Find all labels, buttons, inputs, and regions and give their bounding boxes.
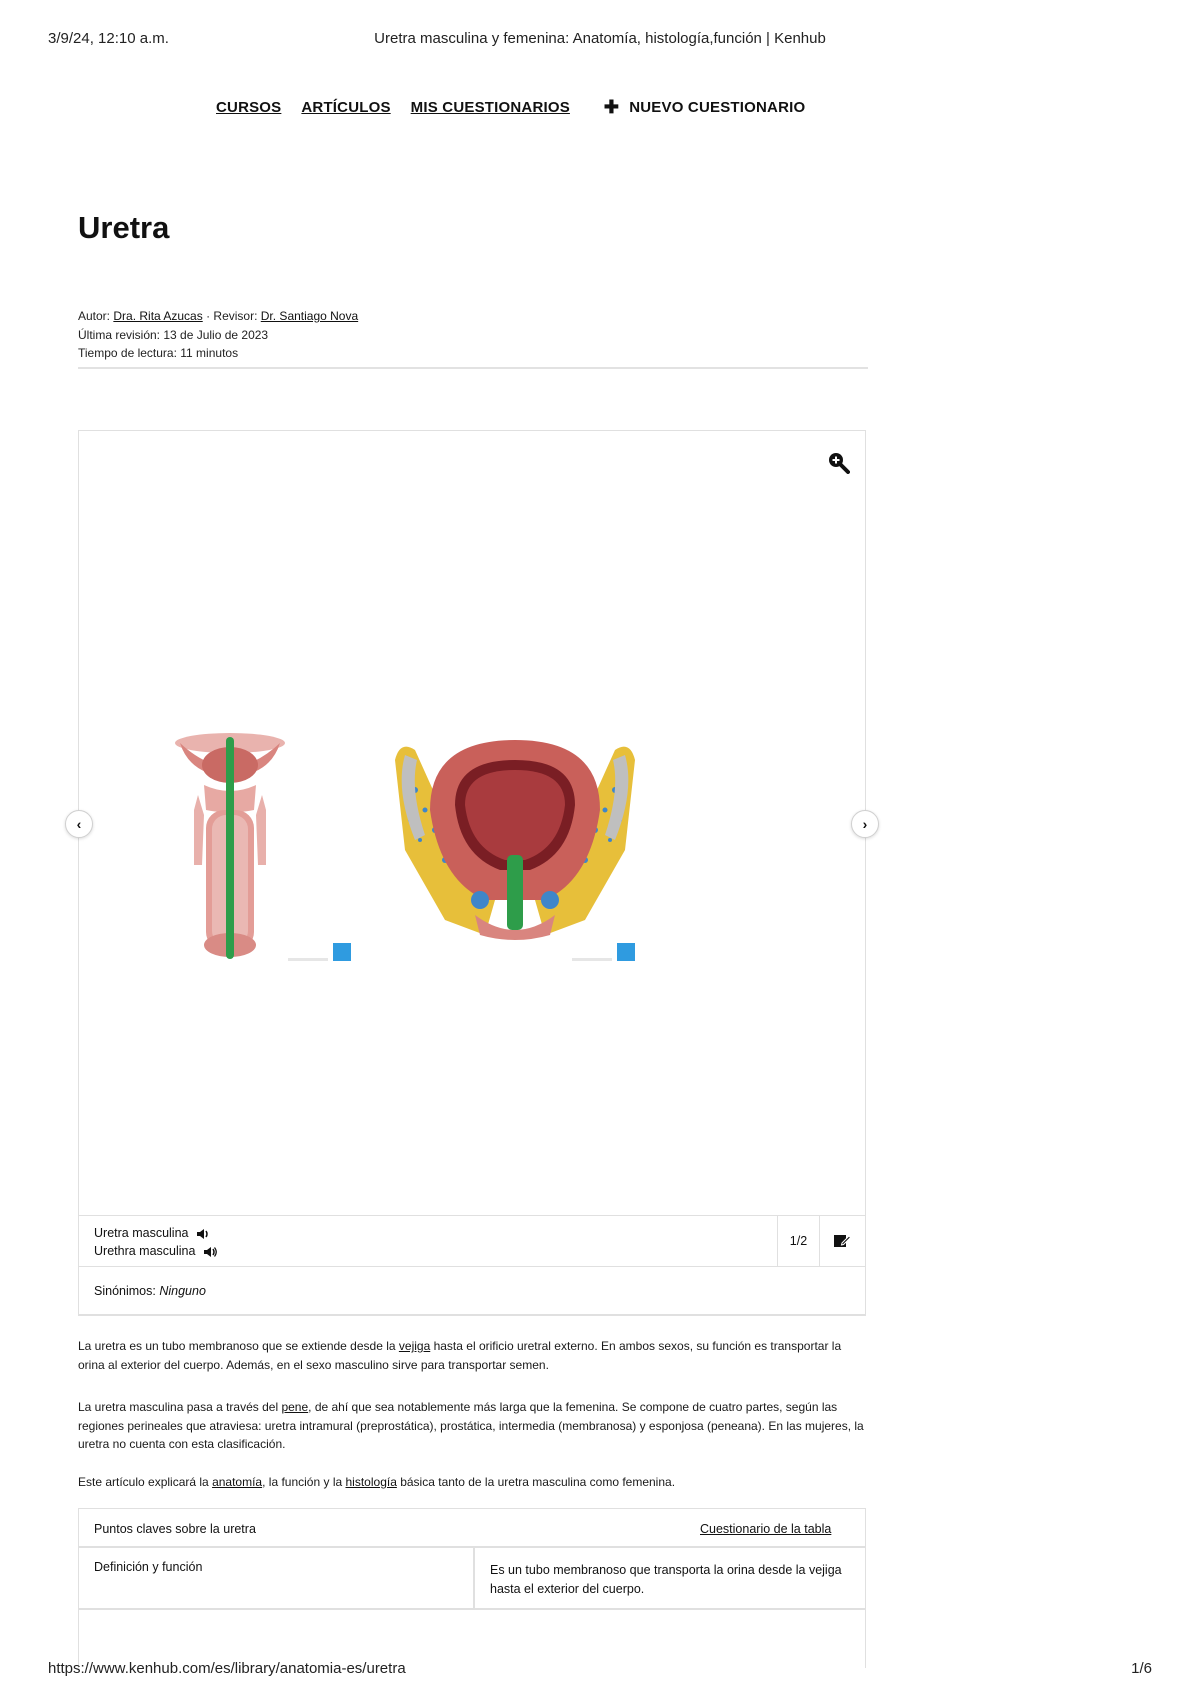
- author-line: [78, 307, 868, 326]
- image-credit: [572, 958, 612, 961]
- gallery-caption: [94, 1224, 217, 1260]
- gallery-next-button[interactable]: [851, 810, 879, 838]
- print-page-title: Uretra masculina y femenina: Anatomía, histología,función | Kenhub: [374, 30, 826, 47]
- male-urethra-illustration: [170, 715, 290, 965]
- caption-en: [94, 1242, 217, 1260]
- chevron-right-icon: ›: [862, 816, 868, 832]
- caption-es: [94, 1224, 217, 1242]
- paragraph-intro: [78, 1337, 868, 1374]
- link-vejiga[interactable]: vejiga: [398, 1339, 431, 1353]
- paragraph-text: La uretra masculina pasa a través del: [78, 1400, 282, 1414]
- zoom-icon[interactable]: [826, 450, 850, 474]
- nav-item-articulos[interactable]: ARTÍCULOS: [301, 98, 391, 116]
- edit-icon[interactable]: [833, 1233, 851, 1249]
- meta-divider: [78, 367, 868, 369]
- reviewer-link[interactable]: Dr. Santiago Nova: [260, 309, 359, 323]
- table-quiz-link[interactable]: Cuestionario de la tabla: [700, 1522, 832, 1536]
- reviewer-label: · Revisor:: [206, 309, 258, 323]
- paragraph-text: , de ahí que sea notablemente más larga que la femenina. Se compone de cuatro partes, según las regiones perineales que atraviesa: uretra intramural (preprostática), prostática, intermedia (membranosa) y esponjosa (peneana). En las mujeres, la uretra no cuenta con esta clasificación.: [78, 1400, 864, 1451]
- print-url: https://www.kenhub.com/es/library/anatomia-es/uretra: [48, 1660, 406, 1677]
- link-anatomia[interactable]: anatomía: [212, 1475, 263, 1489]
- nav-item-mis-cuestionarios[interactable]: MIS CUESTIONARIOS: [410, 98, 570, 116]
- article-meta: [78, 307, 868, 363]
- synonyms: [94, 1284, 206, 1298]
- print-page-number: 1/6: [1131, 1660, 1152, 1677]
- paragraph-male-urethra: [78, 1398, 868, 1454]
- print-date: 3/9/24, 12:10 a.m.: [48, 30, 169, 47]
- paragraph-text: , la función y la: [262, 1475, 346, 1489]
- new-quiz-button[interactable]: [604, 98, 805, 116]
- chevron-left-icon: ‹: [76, 816, 82, 832]
- synonyms-value: Ninguno: [159, 1284, 206, 1298]
- link-pene[interactable]: pene: [281, 1400, 309, 1414]
- speaker-icon[interactable]: [203, 1246, 217, 1258]
- main-nav: [216, 98, 805, 116]
- link-histologia[interactable]: histología: [345, 1475, 397, 1489]
- caption-en-text: Urethra masculina: [94, 1244, 196, 1258]
- speaker-icon[interactable]: [196, 1228, 210, 1240]
- reading-time: Tiempo de lectura: 11 minutos: [78, 346, 239, 360]
- table-row-label: Definición y función: [94, 1560, 203, 1574]
- page-title: Uretra: [78, 210, 170, 245]
- nav-item-cursos[interactable]: CURSOS: [216, 98, 282, 116]
- gallery-prev-button[interactable]: [65, 810, 93, 838]
- paragraph-text: hasta el orificio uretral externo. En ambos sexos, su función es transportar la orina al exterior del cuerpo. Además, en el sexo masculino sirve para transportar semen.: [78, 1339, 842, 1372]
- synonyms-label: Sinónimos:: [94, 1284, 156, 1298]
- author-label: Autor:: [78, 309, 111, 323]
- plus-icon: ✚: [603, 97, 620, 117]
- gallery-counter-text: 1/2: [789, 1234, 808, 1248]
- paragraph-text: La uretra es un tubo membranoso que se extiende desde la: [78, 1339, 399, 1353]
- caption-es-text: Uretra masculina: [94, 1226, 189, 1240]
- female-urethra-illustration: [385, 730, 645, 945]
- new-quiz-label: NUEVO CUESTIONARIO: [629, 98, 806, 116]
- author-link[interactable]: Dra. Rita Azucas: [113, 309, 203, 323]
- brand-badge: [333, 943, 351, 961]
- table-row-value: Es un tubo membranoso que transporta la orina desde la vejiga hasta el exterior del cuerpo.: [490, 1563, 842, 1596]
- paragraph-text: Este artículo explicará la: [78, 1475, 213, 1489]
- gallery-counter: [777, 1215, 820, 1267]
- paragraph-article-scope: [78, 1473, 868, 1492]
- key-points-title: Puntos claves sobre la uretra: [94, 1522, 256, 1536]
- table-column-divider: [473, 1548, 475, 1610]
- last-revision: Última revisión: 13 de Julio de 2023: [78, 327, 269, 342]
- paragraph-text: básica tanto de la uretra masculina como femenina.: [396, 1475, 676, 1489]
- brand-badge: [617, 943, 635, 961]
- image-credit: [288, 958, 328, 961]
